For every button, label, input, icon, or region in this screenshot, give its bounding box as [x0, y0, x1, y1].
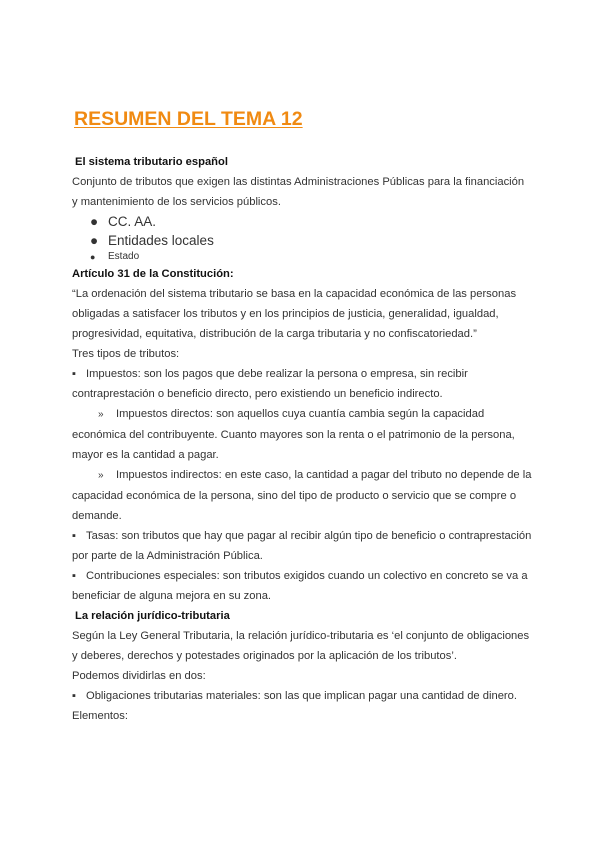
- list-item: [72, 231, 532, 250]
- paragraph-sistema-definition: Conjunto de tributos que exigen las distintas Administraciones Públicas para la financiación y mantenimiento de los servicios públicos.: [72, 176, 525, 208]
- item-directos-text: Impuestos directos: son aquellos cuya cuantía cambia según la capacidad económica del contribuyente. Cuanto mayores son la renta o el patrimonio de la persona, mayor es la cantidad a pagar.: [72, 408, 515, 461]
- item-impuestos-indirectos: [72, 465, 532, 526]
- square-bullet-icon: ▪: [72, 530, 76, 542]
- square-bullet-icon: ▪: [72, 368, 76, 380]
- item-obligaciones-materiales: [72, 686, 532, 726]
- list-item-label: Entidades locales: [108, 233, 214, 248]
- section-heading-relacion: La relación jurídico-tributaria: [75, 610, 230, 622]
- square-bullet-icon: ▪: [72, 690, 76, 702]
- item-impuestos: [72, 364, 532, 404]
- item-impuestos-text: Impuestos: son los pagos que debe realizar la persona o empresa, sin recibir contraprestación o beneficio directo, pero existiendo un beneficio indirecto.: [72, 368, 468, 400]
- list-item-label: Estado: [108, 251, 140, 262]
- arrow-bullet-icon: »: [98, 409, 104, 420]
- types-intro: Tres tipos de tributos:: [72, 348, 180, 360]
- arrow-bullet-icon: »: [98, 470, 104, 481]
- list-item-label: CC. AA.: [108, 214, 157, 229]
- article-quote: “La ordenación del sistema tributario se basa en la capacidad económica de las personas obligadas a satisfacer los tributos y en los principios de justicia, generalidad, igualdad, progresividad, equitativa, distribución de la carga tributaria y no confiscatoriedad.”: [72, 288, 517, 340]
- entities-list: [72, 212, 532, 264]
- item-materiales-text: Obligaciones tributarias materiales: son las que implican pagar una cantidad de dinero. Elementos:: [72, 690, 517, 722]
- list-item: [72, 212, 532, 231]
- bullet-icon: ●: [90, 252, 96, 262]
- paragraph-divide: Podemos dividirlas en dos:: [72, 670, 206, 682]
- item-contribuciones-text: Contribuciones especiales: son tributos exigidos cuando un colectivo en concreto se va a beneficiar de alguna mejora en su zona.: [72, 570, 528, 602]
- bullet-icon: ●: [90, 233, 99, 248]
- item-impuestos-directos: [72, 404, 532, 465]
- square-bullet-icon: ▪: [72, 570, 76, 582]
- bullet-icon: ●: [90, 214, 99, 229]
- item-tasas-text: Tasas: son tributos que hay que pagar al recibir algún tipo de beneficio o contraprestación por parte de la Administración Pública.: [72, 530, 532, 562]
- list-item: [72, 250, 532, 264]
- document-body: [72, 152, 532, 726]
- paragraph-relacion-definition: Según la Ley General Tributaria, la relación jurídico-tributaria es ‘el conjunto de obligaciones y deberes, derechos y potestades originados por la aplicación de los tributos’.: [72, 630, 530, 662]
- page-title: RESUMEN DEL TEMA 12: [74, 108, 303, 130]
- item-tasas: [72, 526, 532, 566]
- article-heading: Artículo 31 de la Constitución:: [72, 268, 234, 280]
- section-heading-sistema-tributario: El sistema tributario español: [75, 156, 228, 168]
- item-contribuciones: [72, 566, 532, 606]
- item-indirectos-text: Impuestos indirectos: en este caso, la cantidad a pagar del tributo no depende de la capacidad económica de la persona, sino del tipo de producto o servicio que se compre o demande.: [72, 469, 532, 522]
